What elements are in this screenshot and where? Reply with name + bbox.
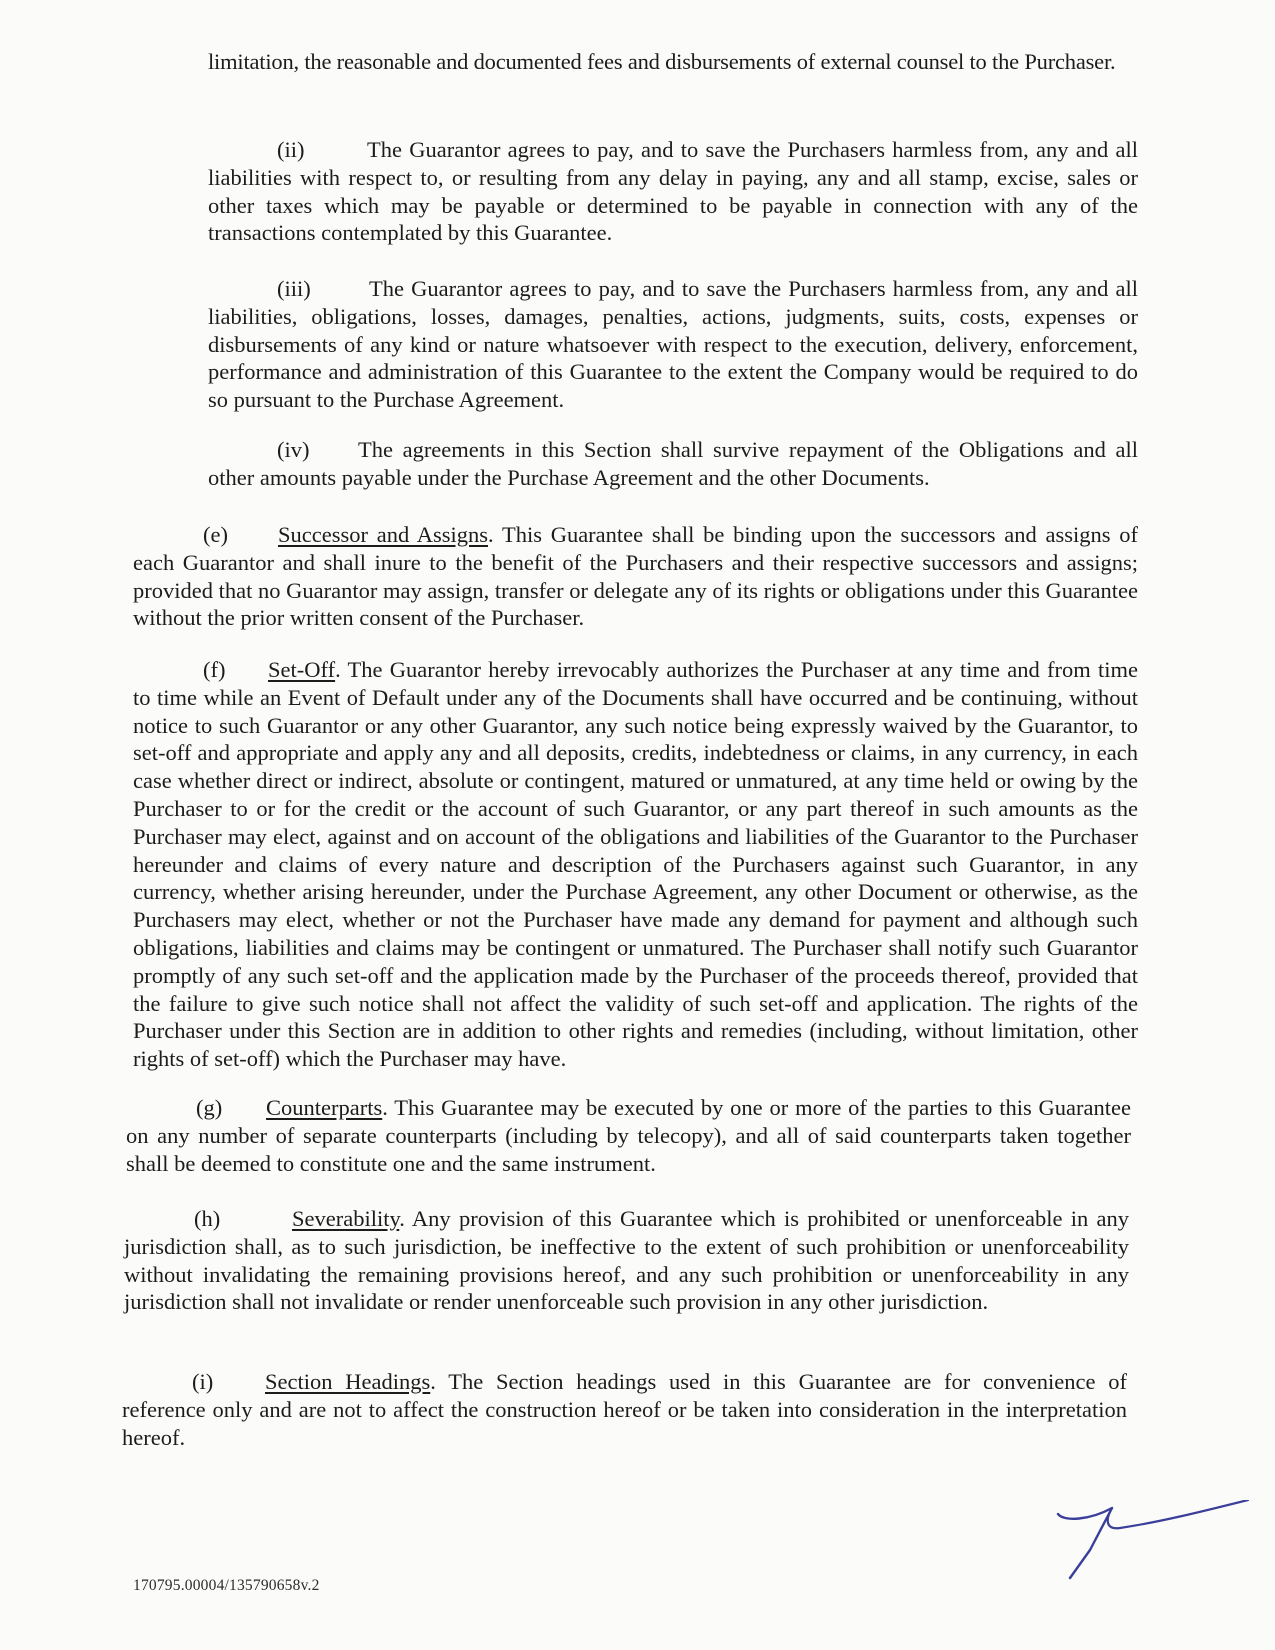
section-heading: Section Headings xyxy=(265,1369,431,1394)
paragraph-text: The Guarantor agrees to pay, and to save the Purchasers harmless from, any and all liabilities with respect to, or resulting from any delay in paying, any and all stamp, excise, sales or other taxes which may be payable or determined to be payable in connection with any of the transactions contemplated by this Guarantee. xyxy=(208,137,1138,246)
paragraph-text: The agreements in this Section shall survive repayment of the Obligations and all other amounts payable under the Purchase Agreement and the other Documents. xyxy=(208,437,1138,490)
paragraph-label: (iii) xyxy=(277,276,311,301)
paragraph-label: (g) xyxy=(196,1095,223,1120)
section-heading: Set-Off xyxy=(268,657,336,682)
paragraph-i-section-headings xyxy=(122,1368,1127,1451)
signature-initials-icon xyxy=(1050,1500,1250,1590)
paragraph-ii xyxy=(208,136,1138,247)
section-heading: Counterparts xyxy=(266,1095,383,1120)
paragraph-text: limitation, the reasonable and documented fees and disbursements of external counsel to the Purchaser. xyxy=(208,49,1116,74)
document-id-footer: 170795.00004/135790658v.2 xyxy=(133,1577,320,1594)
paragraph-f-set-off xyxy=(133,656,1138,1073)
paragraph-continuation xyxy=(208,48,1138,76)
paragraph-label: (ii) xyxy=(277,137,305,162)
section-heading: Successor and Assigns xyxy=(278,522,488,547)
section-heading: Severability xyxy=(292,1206,400,1231)
paragraph-text: . Any provision of this Guarantee which is prohibited or unenforceable in any jurisdiction shall, as to such jurisdiction, be ineffective to the extent of such prohibition or unenforceability without invalidating the remaining provisions hereof, and any such prohibition or unenforceability in any jurisdiction shall not invalidate or render unenforceable such provision in any other jurisdiction. xyxy=(124,1206,1129,1315)
paragraph-g-counterparts xyxy=(126,1094,1131,1177)
paragraph-label: (i) xyxy=(192,1369,214,1394)
paragraph-label: (f) xyxy=(203,657,226,682)
paragraph-text: . The Guarantor hereby irrevocably authorizes the Purchaser at any time and from time to time while an Event of Default under any of the Documents shall have occurred and be continuing, without notice to such Guarantor or any other Guarantor, any such notice being expressly waived by the Guarantor, to set-off and appropriate and apply any and all deposits, credits, indebtedness or claims, in any currency, in each case whether direct or indirect, absolute or contingent, matured or unmatured, at any time held or owing by the Purchaser to or for the credit or the account of such Guarantor, or any part thereof in such amounts as the Purchaser may elect, against and on account of the obligations and liabilities of the Guarantor to the Purchaser hereunder and claims of every nature and description of the Purchasers against such Guarantor, in any currency, whether arising hereunder, under the Purchase Agreement, any other Document or otherwise, as the Purchasers may elect, whether or not the Purchaser have made any demand for payment and although such obligations, liabilities and claims may be contingent or unmatured. The Purchaser shall notify such Guarantor promptly of any such set-off and the application made by the Purchaser of the proceeds thereof, provided that the failure to give such notice shall not affect the validity of such set-off and application. The rights of the Purchaser under this Section are in addition to other rights and remedies (including, without limitation, other rights of set-off) which the Purchaser may have. xyxy=(133,657,1138,1072)
paragraph-text: The Guarantor agrees to pay, and to save the Purchasers harmless from, any and all liabilities, obligations, losses, damages, penalties, actions, judgments, suits, costs, expenses or disbursements of any kind or nature whatsoever with respect to the execution, delivery, enforcement, performance and administration of this Guarantee to the extent the Company would be required to do so pursuant to the Purchase Agreement. xyxy=(208,276,1138,413)
paragraph-iii xyxy=(208,275,1138,414)
paragraph-label: (h) xyxy=(194,1206,221,1231)
paragraph-e-successor-and-assigns xyxy=(133,521,1138,632)
paragraph-text: . This Guarantee may be executed by one or more of the parties to this Guarantee on any number of separate counterparts (including by telecopy), and all of said counterparts taken together shall be deemed to constitute one and the same instrument. xyxy=(126,1095,1131,1176)
paragraph-iv xyxy=(208,436,1138,492)
paragraph-label: (iv) xyxy=(277,437,310,462)
paragraph-text: . This Guarantee shall be binding upon the successors and assigns of each Guarantor and shall inure to the benefit of the Purchasers and their respective successors and assigns; provided that no Guarantor may assign, transfer or delegate any of its rights or obligations under this Guarantee without the prior written consent of the Purchaser. xyxy=(133,522,1138,631)
paragraph-label: (e) xyxy=(203,522,228,547)
paragraph-text: . The Section headings used in this Guarantee are for convenience of reference only and are not to affect the construction hereof or be taken into consideration in the interpretation hereof. xyxy=(122,1369,1127,1450)
paragraph-h-severability xyxy=(124,1205,1129,1316)
